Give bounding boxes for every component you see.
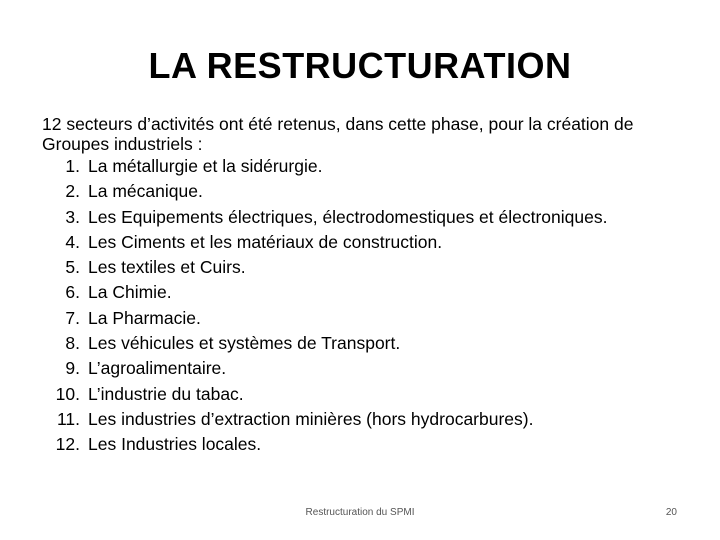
item-text: Les Ciments et les matériaux de construction.	[88, 231, 443, 252]
item-text: La mécanique.	[88, 181, 203, 202]
item-text: Les industries d’extraction minières (hors hydrocarbures).	[88, 408, 534, 429]
list-item	[42, 181, 692, 202]
item-number: 10.	[55, 383, 80, 404]
list-item	[42, 384, 692, 405]
list-item	[42, 308, 692, 329]
item-number: 3.	[65, 206, 80, 227]
list-item	[42, 358, 692, 379]
list-item	[42, 333, 692, 354]
slide-title: LA RESTRUCTURATION	[148, 45, 572, 86]
item-number: 6.	[65, 282, 80, 303]
item-text: La Pharmacie.	[88, 307, 201, 328]
item-text: Les Equipements électriques, électrodomestiques et électroniques.	[88, 206, 608, 227]
list-item	[42, 156, 692, 177]
item-text: La métallurgie et la sidérurgie.	[88, 156, 323, 176]
item-number: 5.	[65, 257, 80, 278]
item-text: Les textiles et Cuirs.	[88, 257, 246, 278]
item-number: 9.	[65, 358, 80, 379]
intro-text: 12 secteurs d’activités ont été retenus, dans cette phase, pour la création de Groupes industriels :	[42, 114, 634, 154]
item-text: L’agroalimentaire.	[88, 358, 227, 379]
list-item	[42, 434, 692, 455]
item-text: La Chimie.	[88, 282, 172, 303]
page-number: 20	[665, 507, 677, 518]
list-item	[42, 409, 692, 430]
item-number: 1.	[65, 156, 80, 176]
slide-content	[42, 114, 692, 460]
item-text: Les Industries locales.	[88, 434, 262, 455]
list-item	[42, 282, 692, 303]
sector-list	[42, 156, 692, 455]
footer-text: Restructuration du SPMI	[305, 507, 415, 518]
list-item	[42, 257, 692, 278]
item-number: 8.	[65, 333, 80, 354]
item-text: Les véhicules et systèmes de Transport.	[88, 333, 401, 354]
item-number: 2.	[65, 181, 80, 202]
item-number: 4.	[65, 231, 80, 252]
item-number: 11.	[56, 408, 80, 429]
item-number: 12.	[55, 434, 80, 455]
item-text: L’industrie du tabac.	[88, 383, 244, 404]
list-item	[42, 232, 692, 253]
item-number: 7.	[65, 307, 80, 328]
list-item	[42, 207, 692, 228]
